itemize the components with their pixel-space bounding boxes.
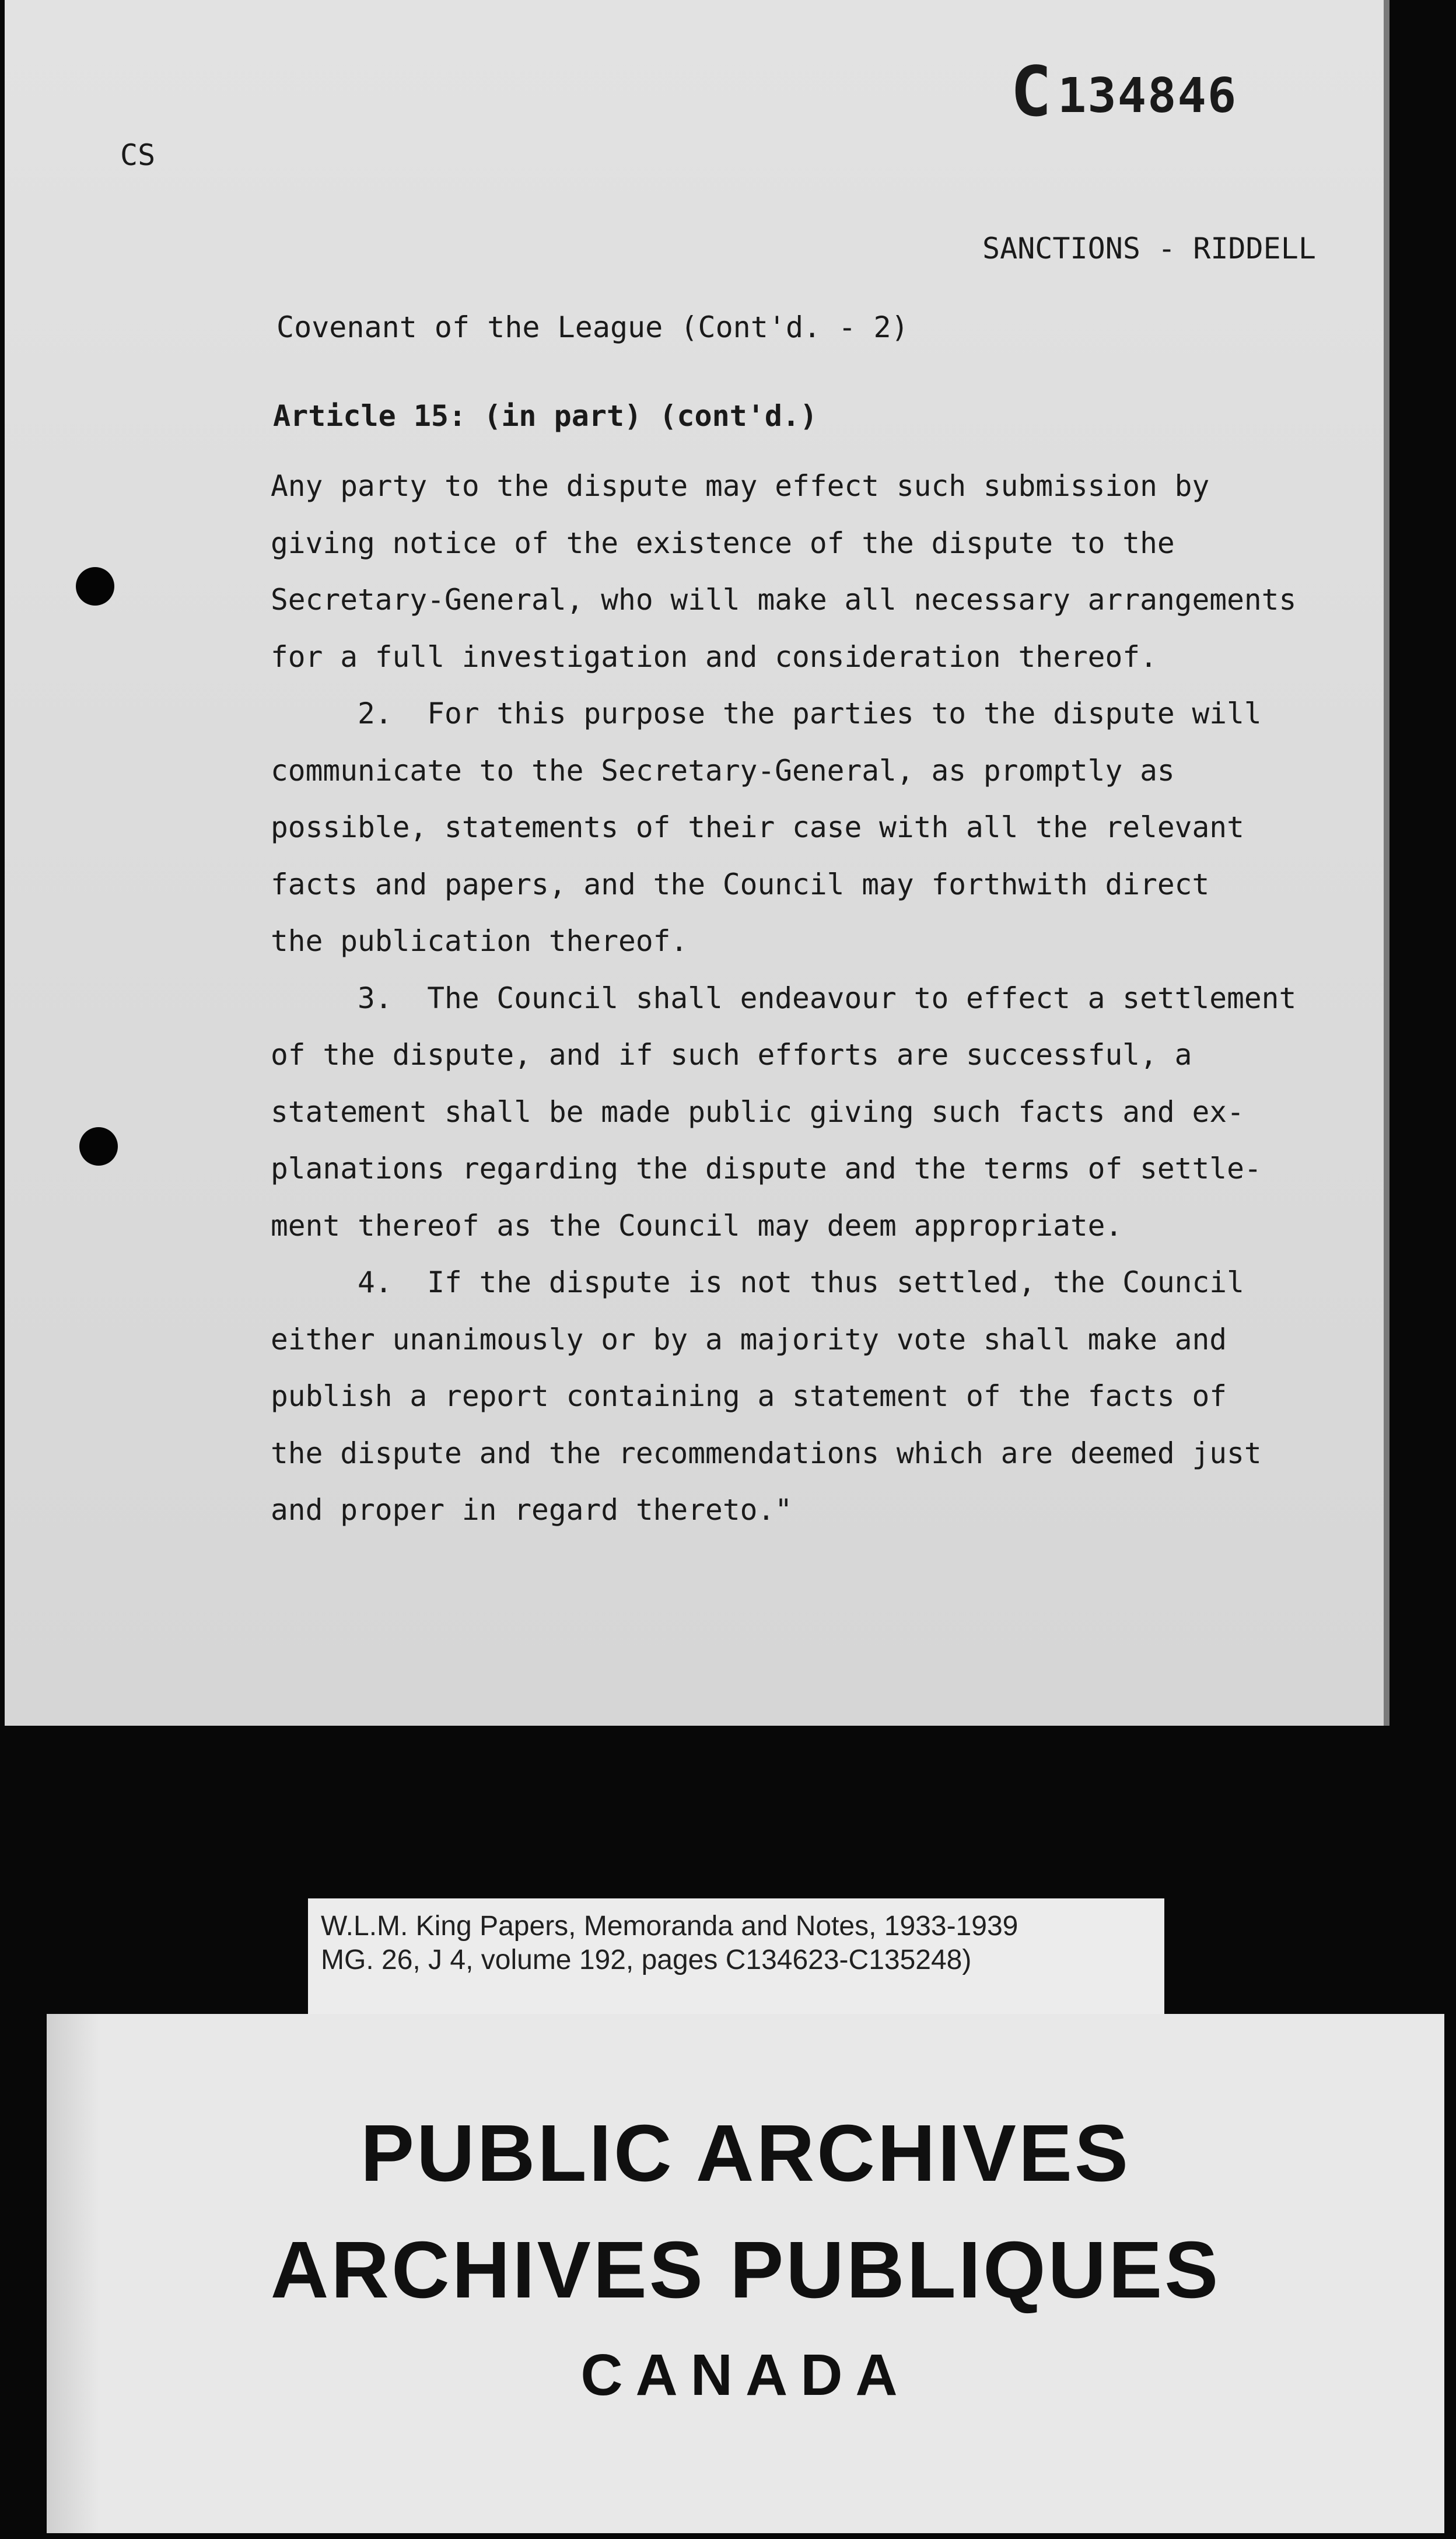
reference-line-2: MG. 26, J 4, volume 192, pages C134623-C135248) — [321, 1945, 972, 1975]
body-line: planations regarding the dispute and the terms of settle- — [271, 1152, 1262, 1185]
body-line: 4. If the dispute is not thus settled, the Council — [271, 1265, 1244, 1299]
punch-hole-top — [76, 567, 114, 606]
document-heading: Covenant of the League (Cont'd. - 2) — [276, 310, 909, 344]
archives-country: CANADA — [580, 2342, 911, 2408]
body-line: possible, statements of their case with all the relevant — [271, 810, 1244, 844]
body-line: Any party to the dispute may effect such submission by — [271, 469, 1210, 503]
body-line: publish a report containing a statement of the facts of — [271, 1379, 1227, 1413]
body-line: of the dispute, and if such efforts are successful, a — [271, 1038, 1192, 1072]
archives-title-french: ARCHIVES PUBLIQUES — [270, 2225, 1221, 2315]
body-line: and proper in regard thereto." — [271, 1493, 793, 1527]
page-number-value: 134846 — [1058, 68, 1238, 124]
archives-title-english: PUBLIC ARCHIVES — [360, 2108, 1130, 2198]
body-line: for a full investigation and consideration thereof. — [271, 639, 1157, 674]
document-subject: SANCTIONS - RIDDELL — [982, 232, 1316, 265]
punch-hole-bottom — [79, 1127, 118, 1166]
body-line: the publication thereof. — [271, 924, 688, 958]
typed-document-page — [5, 0, 1384, 1726]
body-line: communicate to the Secretary-General, as promptly as — [271, 753, 1175, 788]
document-body — [271, 458, 1315, 1539]
body-line: statement shall be made public giving such facts and ex- — [271, 1094, 1244, 1129]
page-number-stamp — [1010, 51, 1237, 132]
body-line: either unanimously or by a majority vote shall make and — [271, 1322, 1227, 1356]
body-line: giving notice of the existence of the dispute to the — [271, 526, 1175, 560]
article-heading: Article 15: (in part) (cont'd.) — [273, 399, 818, 433]
page-number-prefix: C — [1010, 51, 1054, 132]
body-line: the dispute and the recommendations which are deemed just — [271, 1436, 1262, 1470]
body-line: 2. For this purpose the parties to the dispute will — [271, 697, 1262, 730]
reference-line-1: W.L.M. King Papers, Memoranda and Notes, 1933-1939 — [321, 1911, 1019, 1942]
body-line: facts and papers, and the Council may forthwith direct — [271, 867, 1210, 901]
reference-slip — [308, 1898, 1164, 2015]
body-line: Secretary-General, who will make all necessary arrangements — [271, 583, 1297, 617]
body-line: 3. The Council shall endeavour to effect a settlement — [271, 981, 1297, 1015]
archives-card — [47, 2014, 1444, 2533]
body-line: ment thereof as the Council may deem appropriate. — [271, 1208, 1123, 1243]
typist-initials: CS — [120, 138, 156, 172]
page-edge-shadow — [1384, 0, 1390, 1726]
